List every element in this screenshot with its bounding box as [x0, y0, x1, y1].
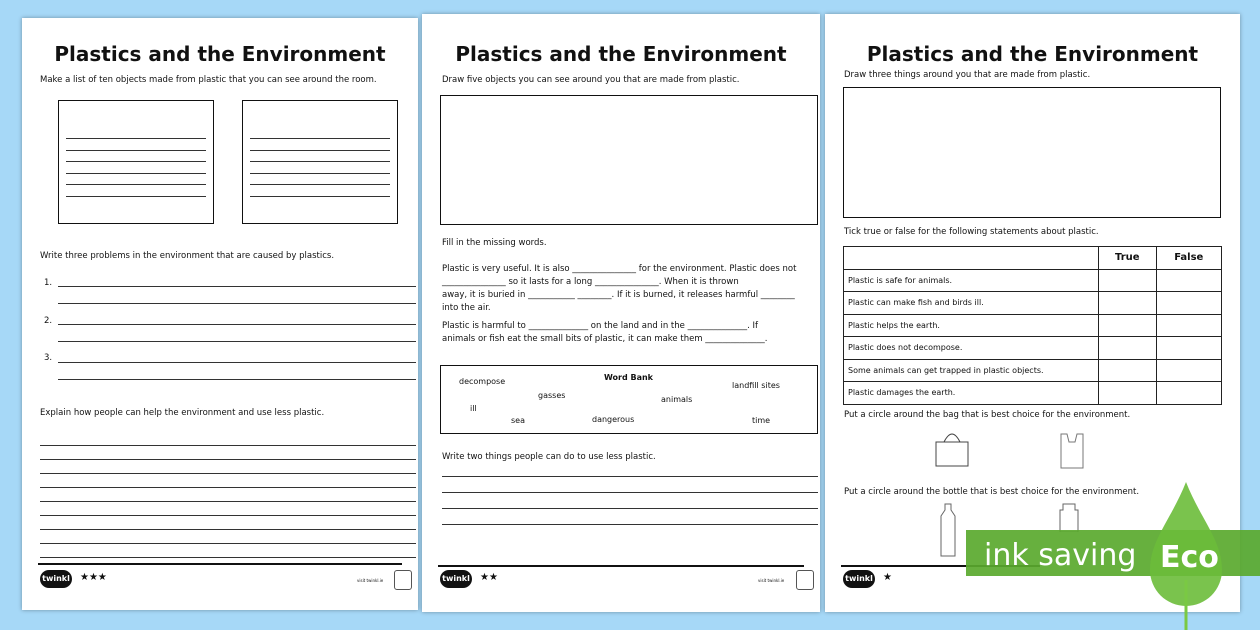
writing-line: [58, 303, 416, 304]
question-2: Tick true or false for the following statements about plastic.: [844, 227, 1099, 237]
true-checkbox[interactable]: [1099, 292, 1157, 315]
writing-line: [66, 138, 206, 139]
statement: Plastic helps the earth.: [844, 314, 1099, 337]
writing-line: [66, 161, 206, 162]
writing-line: [250, 184, 390, 185]
writing-line: [442, 508, 818, 509]
table-row: [844, 359, 1222, 382]
writing-line: [250, 196, 390, 197]
word-bank-word: landfill sites: [732, 381, 780, 390]
false-checkbox[interactable]: [1156, 292, 1221, 315]
page-title: Plastics and the Environment: [455, 42, 787, 66]
question-2: Fill in the missing words.: [442, 238, 547, 248]
page-title: Plastics and the Environment: [866, 42, 1199, 66]
writing-line: [40, 529, 416, 530]
footer-rule: [438, 565, 804, 567]
true-header: True: [1099, 247, 1157, 270]
writing-line: [442, 524, 818, 525]
writing-line: [58, 379, 416, 380]
table-row: [844, 314, 1222, 337]
statement: Plastic does not decompose.: [844, 337, 1099, 360]
approved-badge-icon: [394, 570, 412, 590]
writing-line: [66, 184, 206, 185]
footer-text: visit twinkl.ie: [357, 578, 384, 583]
word-bank-word: dangerous: [592, 415, 635, 424]
question-3: Write two things people can do to use less plastic.: [442, 452, 656, 462]
number-2: 2.: [44, 316, 53, 326]
word-bank-word: animals: [661, 395, 693, 404]
word-bank-word: time: [752, 416, 771, 425]
eco-label: Eco: [1160, 540, 1219, 575]
writing-line: [40, 473, 416, 474]
word-bank-word: decompose: [459, 377, 506, 386]
writing-line: [58, 286, 416, 287]
worksheet-page-2: [422, 14, 820, 612]
writing-line: [58, 324, 416, 325]
paragraph-line: away, it is buried in ___________ ________. If it is burned, it releases harmful ________: [442, 290, 795, 300]
true-checkbox[interactable]: [1099, 359, 1157, 382]
worksheet-page-1: [22, 18, 418, 610]
table-row: [844, 382, 1222, 405]
false-checkbox[interactable]: [1156, 359, 1221, 382]
writing-line: [58, 362, 416, 363]
difficulty-stars: ★★: [480, 572, 498, 583]
false-checkbox[interactable]: [1156, 269, 1221, 292]
statement: Some animals can get trapped in plastic objects.: [844, 359, 1099, 382]
page-title: Plastics and the Environment: [54, 42, 386, 66]
ink-saving-label: ink saving: [984, 538, 1137, 573]
true-checkbox[interactable]: [1099, 382, 1157, 405]
paragraph-line: Plastic is very useful. It is also _______________ for the environment. Plastic does not: [442, 264, 797, 274]
writing-line: [442, 476, 818, 477]
cloth-bag-icon: [933, 428, 973, 468]
difficulty-stars: ★: [883, 572, 892, 583]
true-checkbox[interactable]: [1099, 314, 1157, 337]
writing-line: [40, 557, 416, 558]
plastic-bottle-icon: [937, 502, 959, 558]
writing-line: [250, 138, 390, 139]
paragraph-line: into the air.: [442, 303, 491, 313]
number-3: 3.: [44, 353, 53, 363]
question-1: Draw five objects you can see around you that are made from plastic.: [442, 75, 740, 85]
word-bank-word: sea: [511, 416, 525, 425]
writing-line: [66, 150, 206, 151]
approved-badge-icon: [796, 570, 814, 590]
false-checkbox[interactable]: [1156, 337, 1221, 360]
statement: Plastic damages the earth.: [844, 382, 1099, 405]
true-checkbox[interactable]: [1099, 269, 1157, 292]
plastic-bag-icon: [1057, 428, 1087, 470]
number-1: 1.: [44, 278, 53, 288]
writing-line: [40, 501, 416, 502]
list-box-right: [242, 100, 398, 224]
statement: Plastic can make fish and birds ill.: [844, 292, 1099, 315]
question-1: Make a list of ten objects made from plastic that you can see around the room.: [40, 75, 377, 85]
writing-line: [250, 173, 390, 174]
paragraph-line: animals or fish eat the small bits of plastic, it can make them ______________.: [442, 334, 768, 344]
word-bank-title: Word Bank: [604, 373, 654, 382]
twinkl-logo: twinkl: [40, 570, 72, 588]
table-row: [844, 337, 1222, 360]
difficulty-stars: ★★★: [80, 572, 107, 583]
writing-line: [66, 196, 206, 197]
footer-text: visit twinkl.ie: [758, 578, 785, 583]
writing-line: [40, 459, 416, 460]
question-1: Draw three things around you that are made from plastic.: [844, 70, 1091, 80]
false-checkbox[interactable]: [1156, 314, 1221, 337]
table-row: [844, 292, 1222, 315]
writing-line: [40, 445, 416, 446]
paragraph-line: Plastic is harmful to ______________ on the land and in the ______________. If: [442, 321, 758, 331]
drawing-box: [440, 95, 818, 225]
footer-rule: [38, 563, 402, 565]
false-checkbox[interactable]: [1156, 382, 1221, 405]
question-4: Put a circle around the bottle that is best choice for the environment.: [844, 487, 1140, 497]
true-checkbox[interactable]: [1099, 337, 1157, 360]
false-header: False: [1156, 247, 1221, 270]
paragraph-line: _______________ so it lasts for a long _______________. When it is thrown: [442, 277, 739, 287]
question-3: Put a circle around the bag that is best choice for the environment.: [844, 410, 1131, 420]
twinkl-logo: twinkl: [843, 570, 875, 588]
statement: Plastic is safe for animals.: [844, 269, 1099, 292]
word-bank-word: gasses: [538, 391, 566, 400]
writing-line: [40, 487, 416, 488]
writing-line: [40, 515, 416, 516]
twinkl-logo: twinkl: [440, 570, 472, 588]
question-3: Explain how people can help the environment and use less plastic.: [40, 408, 325, 418]
ink-saving-eco-badge: [966, 480, 1260, 630]
true-false-table: [843, 246, 1222, 405]
writing-line: [250, 161, 390, 162]
drawing-box: [843, 87, 1221, 218]
question-2: Write three problems in the environment that are caused by plastics.: [40, 251, 335, 261]
writing-line: [250, 150, 390, 151]
word-bank-word: ill: [470, 404, 477, 413]
writing-line: [442, 492, 818, 493]
writing-line: [66, 173, 206, 174]
table-row: [844, 269, 1222, 292]
list-box-left: [58, 100, 214, 224]
writing-line: [58, 341, 416, 342]
writing-line: [40, 543, 416, 544]
